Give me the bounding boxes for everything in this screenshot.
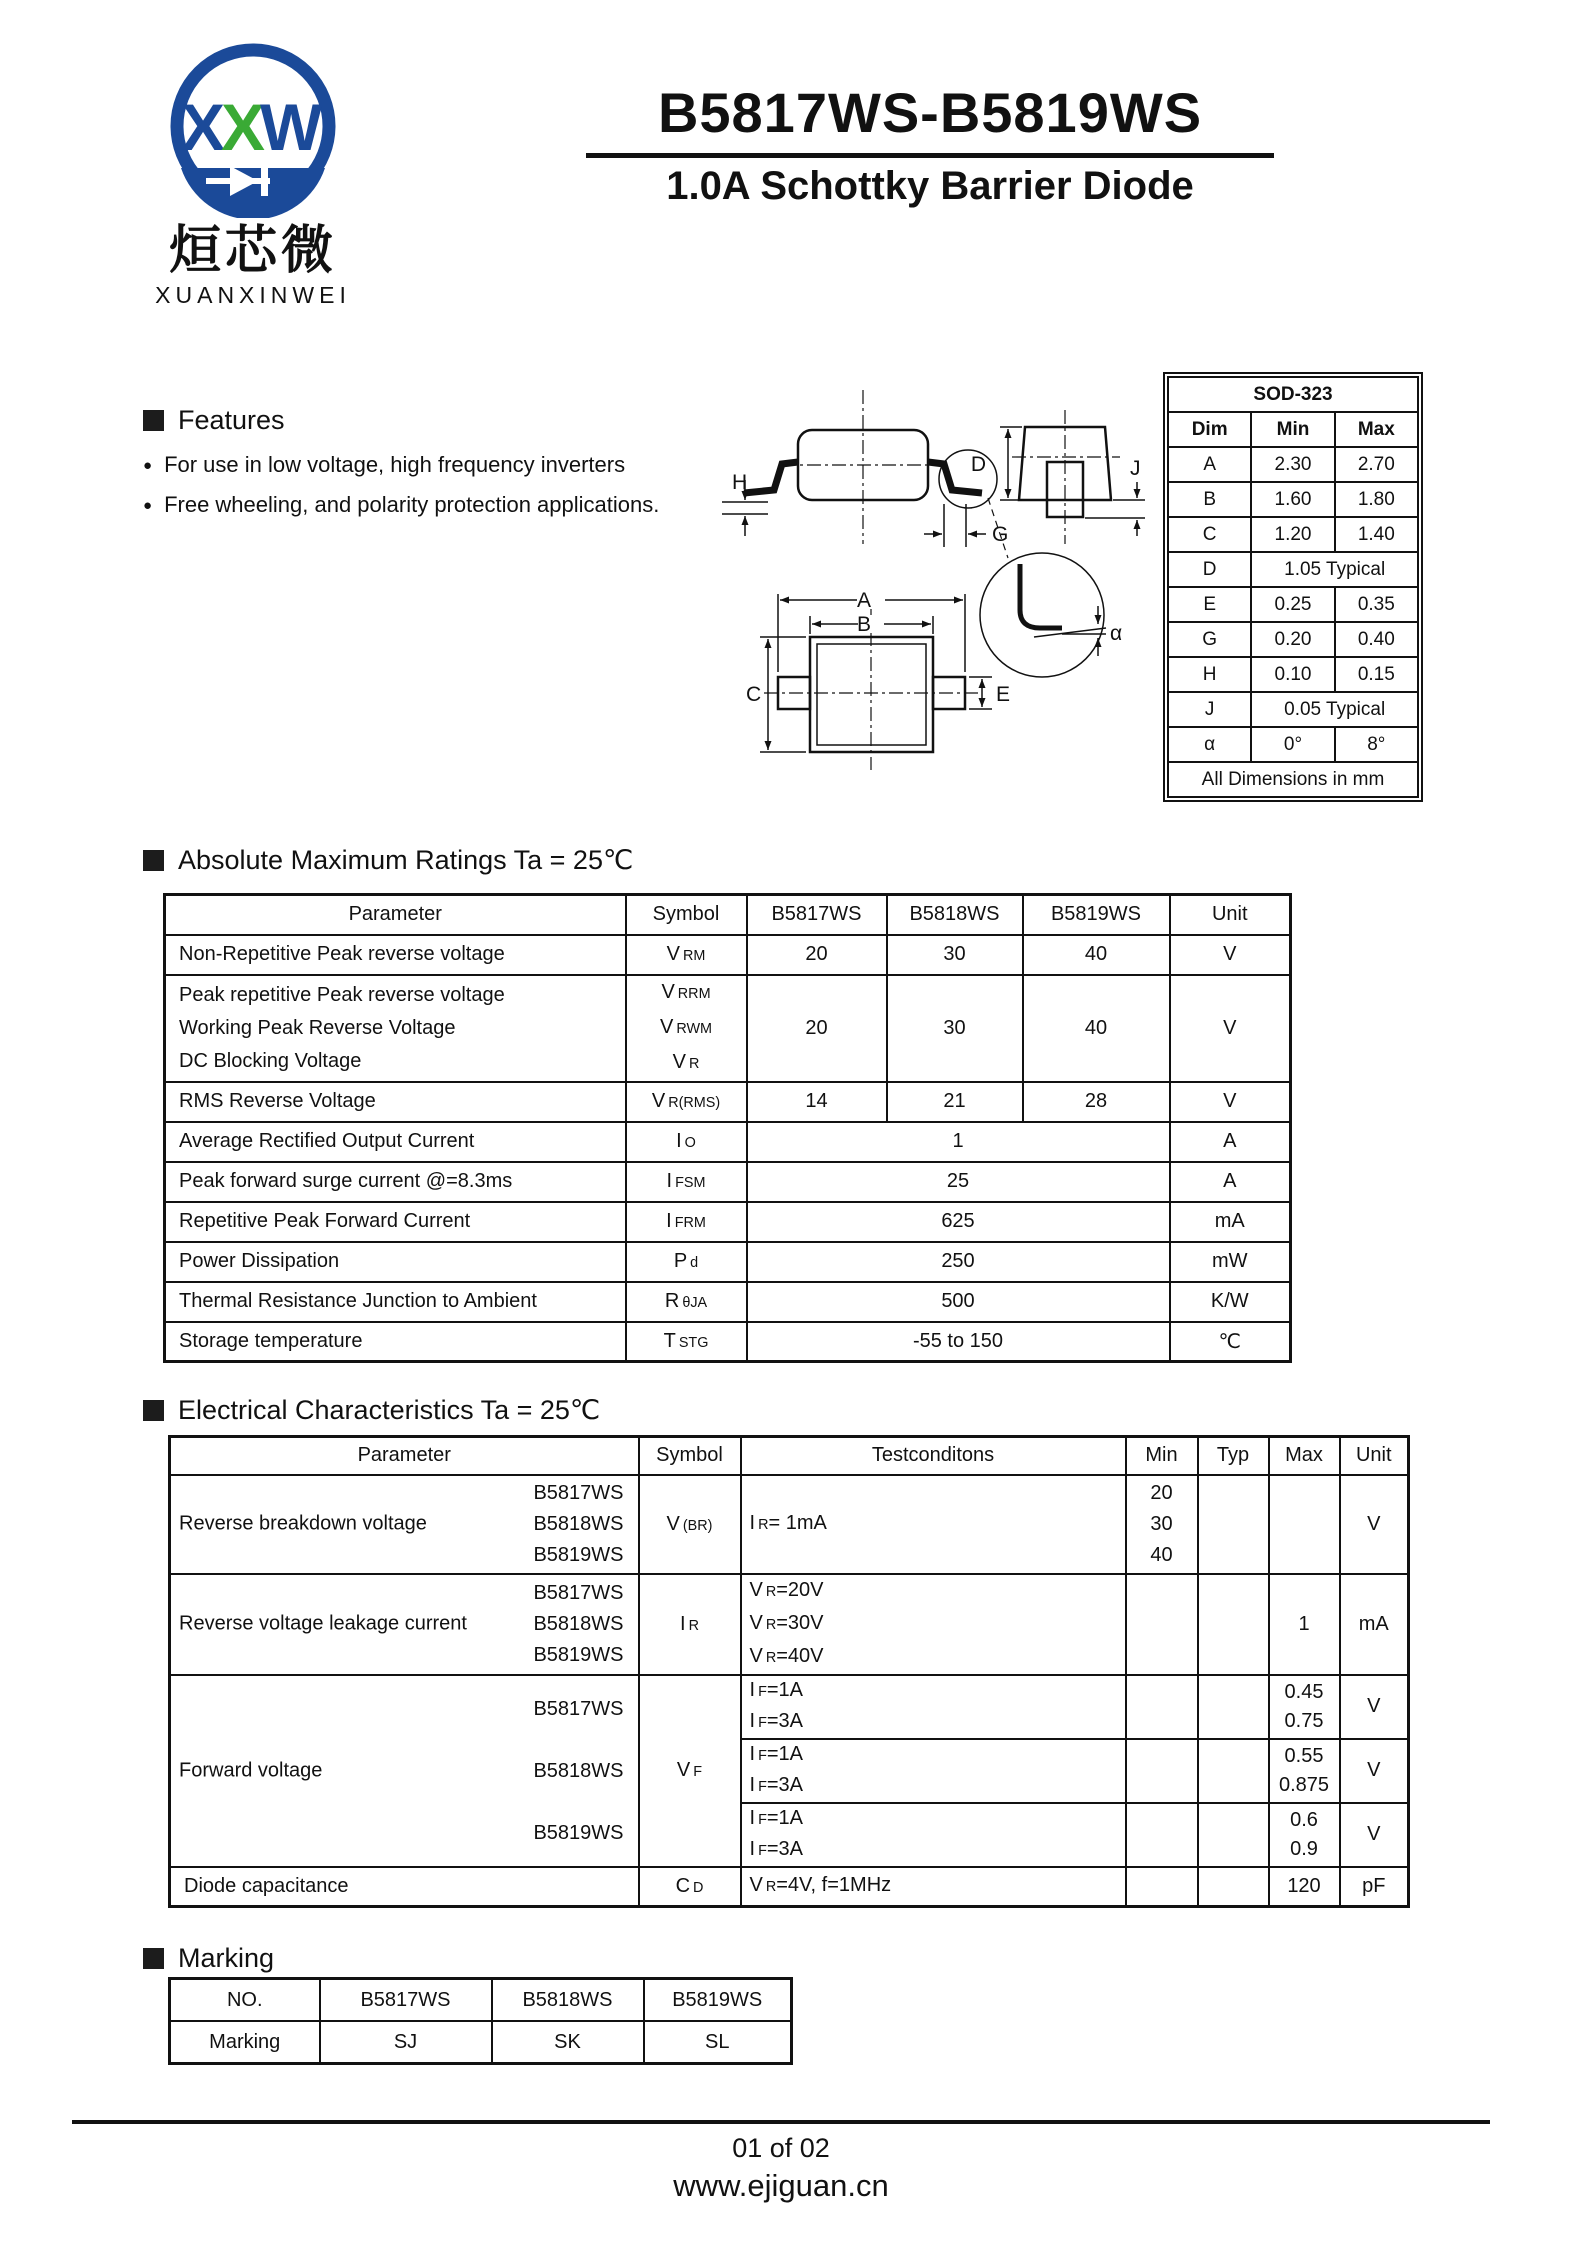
amr-row: Storage temperature T STG -55 to 150 ℃ <box>165 1322 1291 1362</box>
ec-row-leakage: Reverse voltage leakage current B5817WS B5818WS B5819WS I R V R=20V V R=30V V R=40V 1 mA <box>170 1574 1409 1675</box>
section-bullet-icon <box>143 1948 164 1969</box>
ec-row-capacitance: Diode capacitance C D V R=4V, f=1MHz 120 pF <box>170 1867 1409 1907</box>
section-bullet-icon <box>143 410 164 431</box>
amr-row: Peak forward surge current @=8.3ms I FSM 25 A <box>165 1162 1291 1202</box>
ec-row-breakdown: Reverse breakdown voltage B5817WS B5818WS B5819WS V (BR) I R= 1mA 20 30 40 V <box>170 1475 1409 1574</box>
dim-label-h: H <box>732 471 748 494</box>
ec-row-fv: I F=1A I F=3A 0.55 0.875 V <box>170 1739 1409 1803</box>
ec-header-row: Parameter Symbol Testconditons Min Typ Max Unit <box>170 1437 1409 1475</box>
sod-323-dim-table <box>1163 372 1423 802</box>
features-heading <box>143 405 703 436</box>
feature-item <box>143 452 703 478</box>
sod-row: A 2.30 2.70 <box>1168 447 1418 482</box>
dim-label-c: C <box>746 683 762 706</box>
marking-row: NO. B5817WS B5818WS B5819WS <box>170 1979 792 2022</box>
package-drawing <box>690 372 1160 784</box>
company-logo <box>128 38 378 309</box>
features-heading-label: Features <box>178 405 285 435</box>
sod-row: C 1.20 1.40 <box>1168 517 1418 552</box>
amr-header-row: Parameter Symbol B5817WS B5818WS B5819WS Unit <box>165 895 1291 935</box>
amr-row: RMS Reverse Voltage V R(RMS) 14 21 28 V <box>165 1082 1291 1122</box>
amr-heading <box>143 845 633 876</box>
sod-title: SOD-323 <box>1168 377 1418 412</box>
ec-row-fv: I F=1A I F=3A 0.6 0.9 V <box>170 1803 1409 1867</box>
feature-item <box>143 492 703 518</box>
title-block <box>555 80 1305 209</box>
amr-row: Repetitive Peak Forward Current I FRM 625 mA <box>165 1202 1291 1242</box>
ec-heading-label: Electrical Characteristics Ta = 25℃ <box>178 1395 601 1425</box>
sod-row: B 1.60 1.80 <box>1168 482 1418 517</box>
svg-text:W: W <box>260 90 323 164</box>
dim-label-b: B <box>856 613 872 636</box>
dim-label-alpha: α <box>1110 622 1123 645</box>
website-url: www.ejiguan.cn <box>673 2168 889 2203</box>
company-name-en: XUANXINWEI <box>155 282 351 309</box>
dim-label-g: G <box>992 523 1009 546</box>
bullet-icon: ● <box>143 496 153 514</box>
ec-table <box>168 1435 1410 1908</box>
dim-label-e: E <box>996 683 1011 706</box>
section-bullet-icon <box>143 850 164 871</box>
logo-mark-icon <box>148 38 358 218</box>
sod-note: All Dimensions in mm <box>1168 762 1418 797</box>
sod-row: G 0.20 0.40 <box>1168 622 1418 657</box>
marking-heading-label: Marking <box>178 1943 275 1973</box>
bullet-icon: ● <box>143 456 153 474</box>
svg-text:X: X <box>221 90 266 164</box>
doc-subtitle: 1.0A Schottky Barrier Diode <box>666 164 1194 208</box>
footer-rule <box>72 2120 1490 2124</box>
svg-text:X: X <box>181 90 226 164</box>
amr-row: Peak repetitive Peak reverse voltage Working Peak Reverse Voltage DC Blocking Voltage V RRM V RWM V R 20 30 40 V <box>165 975 1291 1082</box>
feature-text: Free wheeling, and polarity protection applications. <box>164 492 660 517</box>
sod-row: H 0.10 0.15 <box>1168 657 1418 692</box>
marking-heading <box>143 1943 274 1974</box>
sod-col: Max <box>1335 412 1418 447</box>
ec-heading <box>143 1395 600 1426</box>
amr-row: Average Rectified Output Current I O 1 A <box>165 1122 1291 1162</box>
amr-row: Thermal Resistance Junction to Ambient R θJA 500 K/W <box>165 1282 1291 1322</box>
ec-row-fv: Forward voltage B5817WS B5818WS B5819WS V F I F=1A I F=3A 0.45 0.75 V <box>170 1675 1409 1739</box>
sod-col: Dim <box>1168 412 1251 447</box>
page-number: 01 of 02 <box>732 2133 830 2163</box>
sod-row: D 1.05 Typical <box>1168 552 1418 587</box>
feature-text: For use in low voltage, high frequency inverters <box>164 452 626 477</box>
dim-label-j: J <box>1130 457 1141 480</box>
dim-label-a: A <box>856 589 872 612</box>
part-number-title: B5817WS-B5819WS <box>657 81 1203 144</box>
amr-heading-label: Absolute Maximum Ratings Ta = 25℃ <box>178 845 634 875</box>
company-name-cn: 烜芯微 <box>168 222 337 280</box>
section-bullet-icon <box>143 1400 164 1421</box>
sod-row: J 0.05 Typical <box>1168 692 1418 727</box>
marking-table <box>168 1977 793 2065</box>
marking-row: Marking SJ SK SL <box>170 2021 792 2064</box>
features-section <box>143 405 703 518</box>
sod-row: α 0° 8° <box>1168 727 1418 762</box>
amr-table <box>163 893 1292 1363</box>
dim-label-d: D <box>970 453 986 476</box>
amr-row: Non-Repetitive Peak reverse voltage V RM 20 30 40 V <box>165 935 1291 975</box>
amr-row: Power Dissipation P d 250 mW <box>165 1242 1291 1282</box>
sod-col: Min <box>1251 412 1334 447</box>
sod-row: E 0.25 0.35 <box>1168 587 1418 622</box>
title-underline <box>586 153 1274 158</box>
